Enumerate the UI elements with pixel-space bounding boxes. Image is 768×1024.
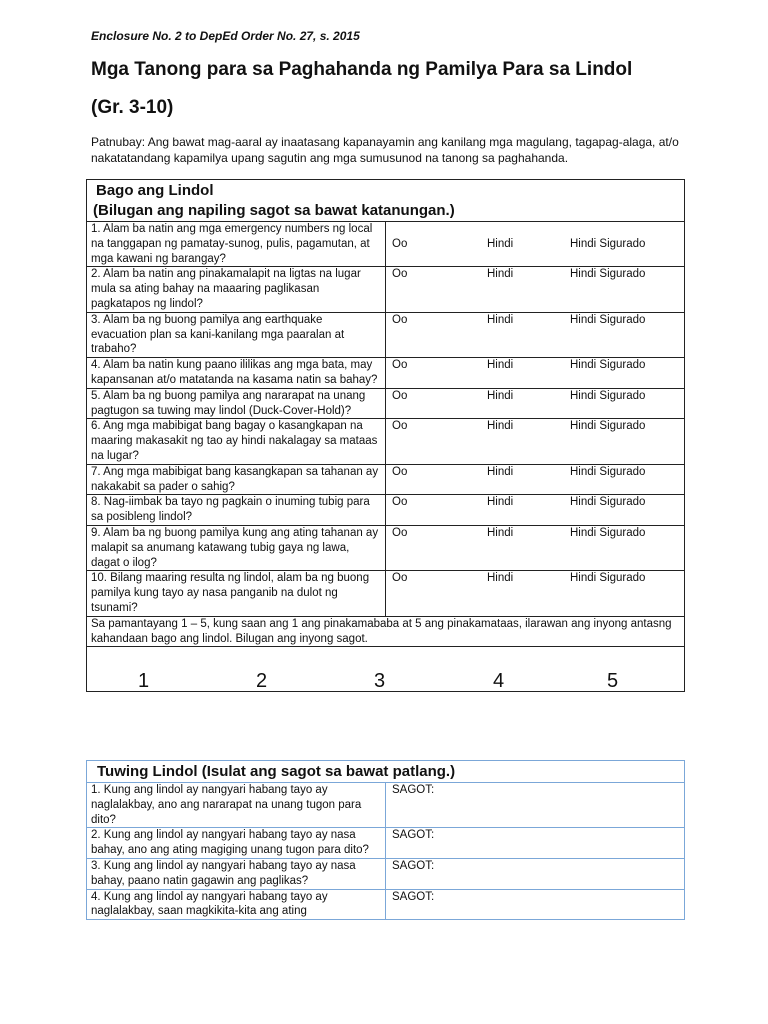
question-row bbox=[87, 358, 685, 389]
answer-field[interactable] bbox=[386, 783, 685, 828]
option-hindi-sigurado[interactable]: Hindi Sigurado bbox=[570, 313, 646, 326]
before-instruction: (Bilugan ang napiling sagot sa bawat katanungan.) bbox=[93, 202, 455, 219]
scale-prompt: Sa pamantayang 1 – 5, kung saan ang 1 ang pinakamababa at 5 ang pinakamataas, ilarawan ang inyong antasng kahandaan bago ang lindol. Bilugan ang inyong sagot. bbox=[87, 616, 685, 647]
question-row bbox=[87, 889, 685, 920]
option-hindi[interactable]: Hindi bbox=[487, 238, 514, 250]
option-oo[interactable]: Oo bbox=[392, 526, 408, 539]
question-text: 3. Alam ba ng buong pamilya ang earthquake evacuation plan sa kani-kanilang mga paaralan at trabaho? bbox=[87, 312, 386, 357]
question-text: 1. Alam ba natin ang mga emergency numbers ng local na tanggapan ng pamatay-sunog, pulis, pagamutan, at mga kawani ng barangay? bbox=[87, 222, 386, 267]
option-oo[interactable]: Oo bbox=[392, 465, 408, 478]
question-text: 3. Kung ang lindol ay nangyari habang tayo ay nasa bahay, paano natin gagawin ang paglikas? bbox=[87, 858, 386, 889]
answer-options bbox=[386, 464, 685, 495]
answer-options bbox=[386, 388, 685, 419]
question-text: 2. Kung ang lindol ay nangyari habang tayo ay nasa bahay, ano ang ating magiging unang tugon para dito? bbox=[87, 828, 386, 859]
option-oo[interactable]: Oo bbox=[392, 420, 408, 433]
option-hindi[interactable]: Hindi bbox=[487, 420, 514, 433]
question-row bbox=[87, 858, 685, 889]
scale-option-3[interactable]: 3 bbox=[374, 669, 386, 692]
option-oo[interactable]: Oo bbox=[392, 268, 408, 281]
grade-level: (Gr. 3-10) bbox=[91, 97, 174, 118]
option-hindi[interactable]: Hindi bbox=[487, 572, 514, 585]
question-row bbox=[87, 525, 685, 570]
answer-options bbox=[386, 419, 685, 464]
answer-options bbox=[386, 571, 685, 616]
question-text: 10. Bilang maaring resulta ng lindol, alam ba ng buong pamilya kung tayo ay nasa panganib na dulot ng tsunami? bbox=[87, 571, 386, 616]
answer-options bbox=[386, 495, 685, 526]
enclosure-label: Enclosure No. 2 to DepEd Order No. 27, s. 2015 bbox=[91, 29, 360, 43]
option-hindi-sigurado[interactable]: Hindi Sigurado bbox=[570, 389, 646, 402]
scale-option-4[interactable]: 4 bbox=[493, 669, 505, 692]
option-hindi-sigurado[interactable]: Hindi Sigurado bbox=[570, 238, 646, 250]
answer-field[interactable] bbox=[386, 828, 685, 859]
question-text: 1. Kung ang lindol ay nangyari habang tayo ay naglalakbay, ano ang nararapat na unang tugon para dito? bbox=[87, 783, 386, 828]
question-text: 4. Kung ang lindol ay nangyari habang tayo ay naglalakbay, saan magkikita-kita ang ating bbox=[87, 889, 386, 920]
option-oo[interactable]: Oo bbox=[392, 359, 408, 372]
question-text: 4. Alam ba natin kung paano ililikas ang mga bata, may kapansanan at/o matatanda na kasama natin sa bahay? bbox=[87, 358, 386, 389]
option-hindi-sigurado[interactable]: Hindi Sigurado bbox=[570, 359, 646, 372]
guide-text: Patnubay: Ang bawat mag-aaral ay inaatasang kapanayamin ang kanilang mga magulang, tagapag-alaga, at/o nakatatandang kapamilya upang sagutin ang mga sumusunod na tanong sa paghahanda. bbox=[91, 135, 679, 165]
option-hindi[interactable]: Hindi bbox=[487, 496, 514, 509]
option-hindi-sigurado[interactable]: Hindi Sigurado bbox=[570, 420, 646, 433]
answer-options bbox=[386, 358, 685, 389]
option-hindi[interactable]: Hindi bbox=[487, 268, 514, 281]
answer-label: SAGOT: bbox=[392, 784, 435, 796]
option-hindi-sigurado[interactable]: Hindi Sigurado bbox=[570, 465, 646, 478]
scale-option-1[interactable]: 1 bbox=[138, 669, 150, 692]
question-text: 2. Alam ba natin ang pinakamalapit na ligtas na lugar mula sa ating bahay na maaaring paglikasan pagkatapos ng lindol? bbox=[87, 267, 386, 312]
question-row bbox=[87, 267, 685, 312]
option-oo[interactable]: Oo bbox=[392, 313, 408, 326]
question-text: 9. Alam ba ng buong pamilya kung ang ating tahanan ay malapit sa anumang katawang tubig gaya ng lawa, dagat o ilog? bbox=[87, 525, 386, 570]
answer-label: SAGOT: bbox=[392, 829, 435, 842]
answer-options bbox=[386, 525, 685, 570]
answer-field[interactable] bbox=[386, 858, 685, 889]
question-row bbox=[87, 783, 685, 828]
question-text: 8. Nag-iimbak ba tayo ng pagkain o inuming tubig para sa posibleng lindol? bbox=[87, 495, 386, 526]
question-row bbox=[87, 419, 685, 464]
page-title: Mga Tanong para sa Paghahanda ng Pamilya Para sa Lindol bbox=[91, 59, 633, 80]
answer-label: SAGOT: bbox=[392, 859, 435, 872]
option-hindi[interactable]: Hindi bbox=[487, 389, 514, 402]
option-oo[interactable]: Oo bbox=[392, 238, 408, 250]
before-heading: Bago ang Lindol bbox=[96, 182, 214, 199]
question-text: 6. Ang mga mabibigat bang bagay o kasangkapan na maaring makasakit ng tao ay hindi nakalagay sa mataas na lugar? bbox=[87, 419, 386, 464]
option-hindi-sigurado[interactable]: Hindi Sigurado bbox=[570, 526, 646, 539]
option-oo[interactable]: Oo bbox=[392, 389, 408, 402]
question-row bbox=[87, 222, 685, 267]
answer-field[interactable] bbox=[386, 889, 685, 920]
question-row bbox=[87, 828, 685, 859]
answer-options bbox=[386, 222, 685, 267]
question-row bbox=[87, 388, 685, 419]
answer-options bbox=[386, 312, 685, 357]
readiness-scale bbox=[87, 647, 685, 692]
option-hindi-sigurado[interactable]: Hindi Sigurado bbox=[570, 572, 646, 585]
scale-option-2[interactable]: 2 bbox=[256, 669, 268, 692]
answer-label: SAGOT: bbox=[392, 890, 435, 903]
option-oo[interactable]: Oo bbox=[392, 496, 408, 509]
option-hindi-sigurado[interactable]: Hindi Sigurado bbox=[570, 496, 646, 509]
option-hindi-sigurado[interactable]: Hindi Sigurado bbox=[570, 268, 646, 281]
option-oo[interactable]: Oo bbox=[392, 572, 408, 585]
during-earthquake-table bbox=[86, 760, 685, 920]
option-hindi[interactable]: Hindi bbox=[487, 465, 514, 478]
question-text: 7. Ang mga mabibigat bang kasangkapan sa tahanan ay nakakabit sa pader o sahig? bbox=[87, 464, 386, 495]
before-header bbox=[87, 180, 685, 222]
scale-option-5[interactable]: 5 bbox=[607, 669, 619, 692]
question-row bbox=[87, 495, 685, 526]
question-row bbox=[87, 312, 685, 357]
question-text: 5. Alam ba ng buong pamilya ang nararapat na unang pagtugon sa tuwing may lindol (Duck-Cover-Hold)? bbox=[87, 388, 386, 419]
answer-options bbox=[386, 267, 685, 312]
during-heading: Tuwing Lindol (Isulat ang sagot sa bawat patlang.) bbox=[87, 761, 685, 783]
before-earthquake-table bbox=[86, 179, 685, 692]
option-hindi[interactable]: Hindi bbox=[487, 313, 514, 326]
option-hindi[interactable]: Hindi bbox=[487, 359, 514, 372]
question-row bbox=[87, 464, 685, 495]
question-row bbox=[87, 571, 685, 616]
option-hindi[interactable]: Hindi bbox=[487, 526, 514, 539]
